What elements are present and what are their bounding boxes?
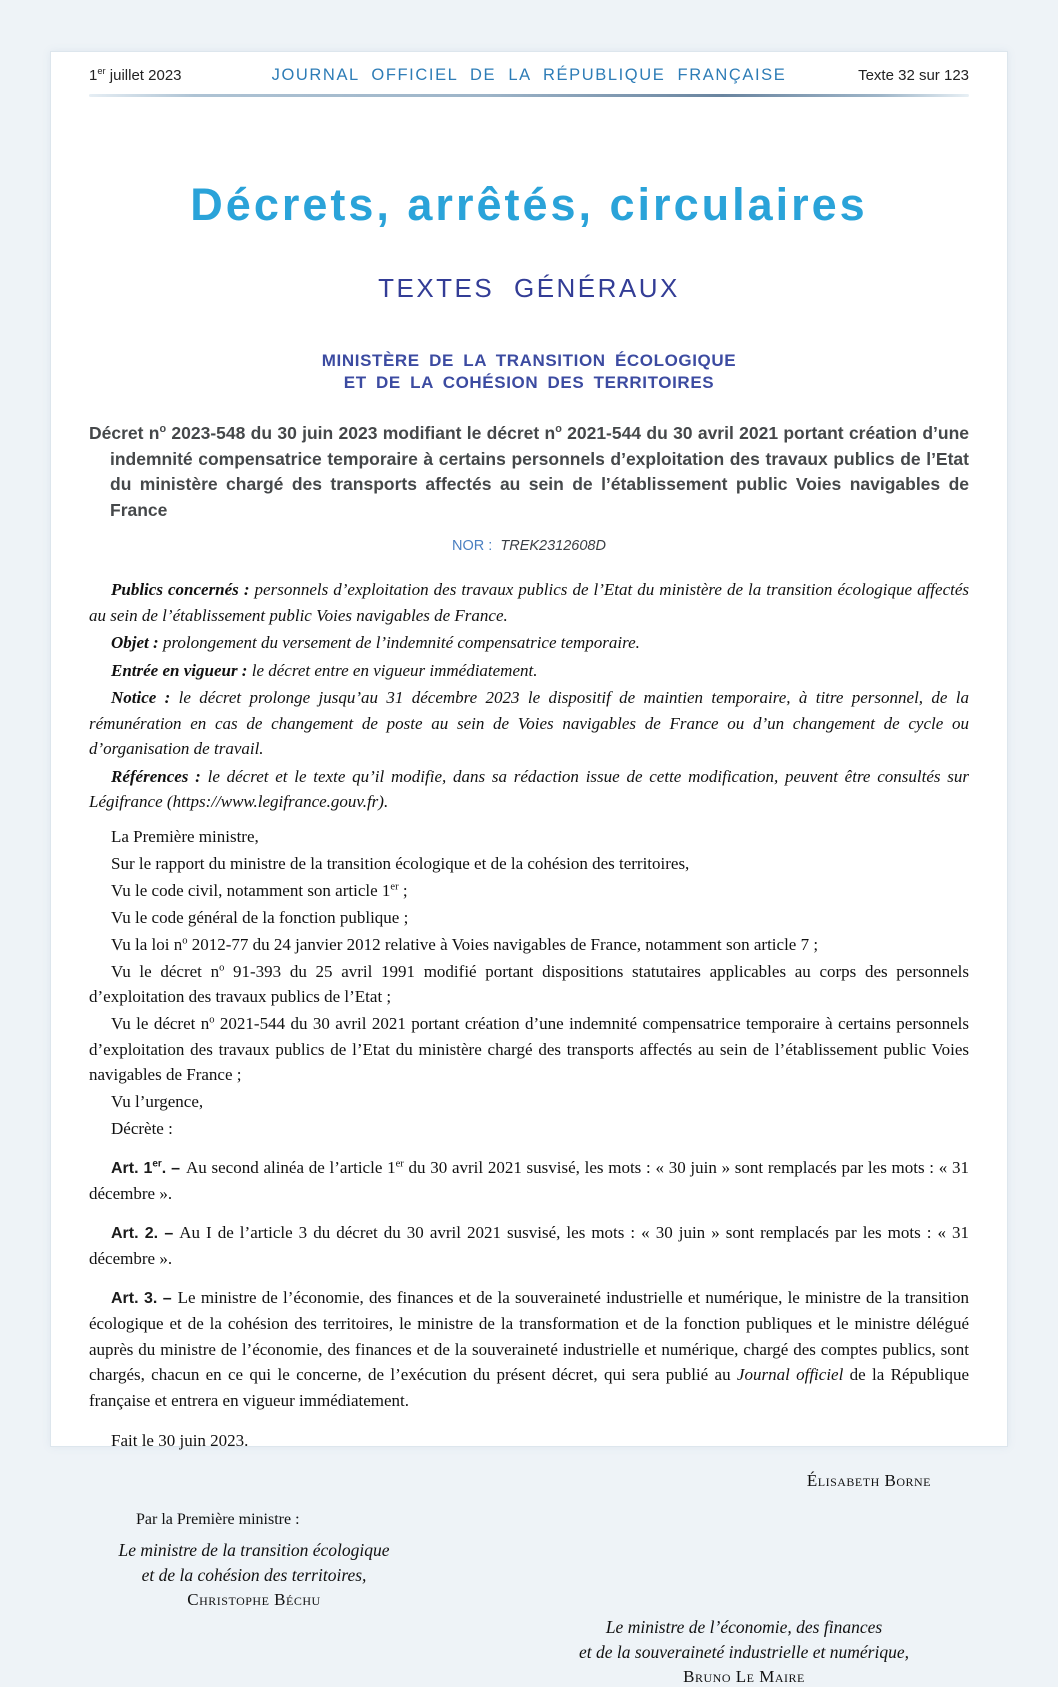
summary-item-notice — [89, 685, 969, 762]
summary-label: Entrée en vigueur : — [111, 660, 248, 680]
ministry-line-1: MINISTÈRE DE LA TRANSITION ÉCOLOGIQUE — [321, 351, 737, 370]
preamble-paragraph: Vu le code général de la fonction publique ; — [111, 907, 409, 927]
fait-line: Fait le 30 juin 2023. — [111, 1431, 249, 1450]
ministry-line-2: ET DE LA COHÉSION DES TERRITOIRES — [343, 373, 715, 392]
summary-text: personnels d’exploitation des travaux publics de l’Etat du ministère de la transition écologique affectés au sein de l’établissement public Voies navigables de France. — [89, 580, 969, 625]
article-2-text: Au I de l’article 3 du décret du 30 avril 2021 susvisé, les mots : « 30 juin » sont remplacés par les mots : « 31 décembre ». — [89, 1222, 970, 1268]
header-rule — [89, 94, 969, 97]
preamble-paragraph: Vu le décret $n^o$ 2021-544 du 30 avril 2021 portant création d’une indemnité compensatrice temporaire à certains personnels d’exploitation des travaux publics de l’Etat du ministère chargé des transports affectés au sein de l’établissement public Voies navigables de France ; — [89, 1014, 969, 1084]
preamble-paragraph: Sur le rapport du ministre de la transition écologique et de la cohésion des territoires, — [111, 853, 690, 873]
article-2 — [89, 1220, 969, 1272]
right-signature-role-line-1: Le ministre de l’économie, des finances — [605, 1616, 883, 1637]
summary-item-publics — [89, 577, 969, 628]
article-1-label: Art. 1er. – — [111, 1158, 181, 1177]
summary-text: le décret entre en vigueur immédiatement. — [251, 660, 538, 680]
left-signature-role-line-1: Le ministre de la transition écologique — [118, 1539, 390, 1560]
summary-item-entree — [89, 658, 969, 684]
page-header — [89, 66, 969, 85]
summary-label: Notice : — [111, 688, 171, 707]
ministry-heading — [89, 350, 969, 394]
nor-label: NOR : — [452, 538, 493, 554]
texte-number: Texte 32 sur 123 — [858, 67, 969, 84]
article-2-label: Art. 2. – — [111, 1224, 174, 1242]
preamble-paragraph: Vu le code civil, notamment son article 1er ; — [111, 880, 408, 900]
preamble-block — [89, 824, 969, 1142]
article-1 — [89, 1155, 969, 1207]
right-signature-role-line-2: et de la souveraineté industrielle et numérique, — [579, 1641, 909, 1662]
nor-value: TREK2312608D — [500, 538, 606, 554]
left-signature-name: Christophe Béchu — [187, 1589, 321, 1609]
article-1-text: Au second alinéa de l’article 1er du 30 avril 2021 susvisé, les mots : « 30 juin » sont remplacés par les mots : « 31 décembre ». — [89, 1157, 969, 1203]
journal-page — [50, 51, 1008, 1686]
summary-label: Publics concernés : — [111, 580, 250, 599]
article-3 — [89, 1285, 969, 1414]
summary-text: prolongement du versement de l’indemnité compensatrice temporaire. — [162, 633, 640, 652]
preamble-paragraph: Vu le décret $n^o$ 91-393 du 25 avril 1991 modifié portant dispositions statutaires applicables au corps des personnels d’exploitation des travaux publics de l’Etat ; — [89, 961, 969, 1006]
decree-title: Décret $n^o$ 2023-548 du 30 juin 2023 modifiant le décret $n^o$ 2021-544 du 30 avril 2021 portant création d’une indemnité compensatrice temporaire à certains personnels d’exploitation des travaux publics de l’Etat du ministère chargé des transports affectés au sein de l’établissement public Voies navigables de France — [89, 423, 969, 520]
preamble-paragraph: La Première ministre, — [111, 826, 259, 846]
summary-label: Références : — [111, 766, 201, 786]
decrete-label: Décrète : — [111, 1119, 173, 1138]
section-title: TEXTES GÉNÉRAUX — [378, 273, 680, 303]
summary-item-references — [89, 764, 969, 815]
left-signature-role — [89, 1538, 419, 1588]
summary-text: le décret et le texte qu’il modifie, dans sa rédaction issue de cette modification, peuvent être consultés sur Légifrance (https://www.legifrance.gouv.fr). — [89, 766, 969, 811]
header-date: 1er juillet 2023 — [89, 66, 182, 84]
preamble-paragraph: Vu l’urgence, — [111, 1092, 204, 1111]
summary-text: le décret prolonge jusqu’au 31 décembre 2023 le dispositif de maintien temporaire, à titre personnel, de la rémunération en cas de changement de poste au sein de Voies navigables de France ou d’un changement de cycle ou d’organisation de travail. — [89, 688, 970, 758]
journal-title: JOURNAL OFFICIEL DE LA RÉPUBLIQUE FRANÇAISE — [271, 66, 787, 84]
nor-line — [89, 538, 969, 554]
main-title: Décrets, arrêtés, circulaires — [190, 179, 868, 230]
preamble-paragraph: Vu la loi $n^o$ 2012-77 du 24 janvier 2012 relative à Voies navigables de France, notamment son article 7 ; — [111, 934, 819, 954]
article-3-text: Le ministre de l’économie, des finances et de la souveraineté industrielle et numérique, le ministre de la transition écologique et de la cohésion des territoires, le ministre de la transformation et de la fonction publiques et le ministre délégué auprès du ministre de l’économie, des finances et de la souveraineté industrielle et numérique, chargé des comptes publics, sont chargés, chacun en ce qui le concerne, de l’exécution du présent décret, qui sera publié au Journal officiel de la République française et entrera en vigueur immédiatement. — [89, 1287, 970, 1410]
summary-label: Objet : — [111, 633, 159, 652]
signature-pm-name: Élisabeth Borne — [806, 1470, 931, 1490]
summary-item-objet — [89, 630, 969, 656]
par-premiere-ministre-label: Par la Première ministre : — [136, 1510, 300, 1528]
left-signature-role-line-2: et de la cohésion des territoires, — [141, 1564, 367, 1585]
right-signature-name: Bruno Le Maire — [683, 1666, 805, 1686]
summary-block — [89, 577, 969, 815]
right-signature-role — [529, 1615, 959, 1665]
article-3-label: Art. 3. – — [111, 1289, 172, 1307]
articles-block — [89, 1155, 969, 1454]
